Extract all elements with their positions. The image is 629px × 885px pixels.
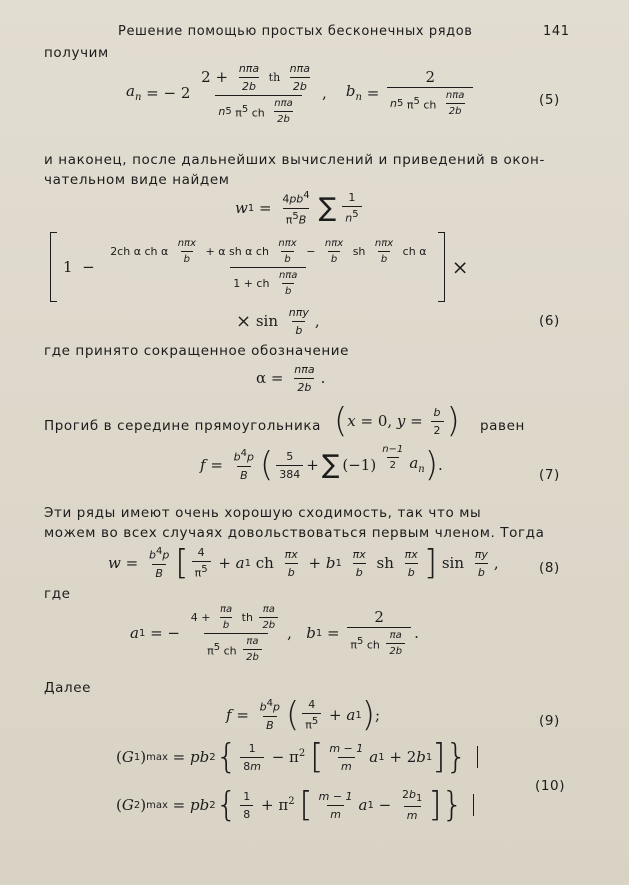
equation-bracket-term: 1 − 2ch α ch α $\frac{\text{nπx}}{b}$ + α sh α ch $\frac{\text{nπx}}{b}$ − $\frac{\text{nπx}}{b}$ sh $\frac{\text{nπx}}{b}$ ch α 1 + ch $\frac{\text{nπa}}{b}$ × <box>50 232 469 302</box>
eq-num-5: (5) <box>539 92 560 108</box>
page-number: 141 <box>543 24 570 39</box>
paragraph-5-line-2: можем во всех случаях довольствоваться первым членом. Тогда <box>44 525 545 541</box>
equation-alpha: α = $\frac{\text{nπa}}{2b}$ . <box>256 363 326 394</box>
equation-sine-factor: × sin $\frac{\text{nπy}}{b}$ , <box>236 306 320 337</box>
eq-num-9: (9) <box>539 713 560 729</box>
equation-5: $a_n$ = − 2 2 + $\frac{\text{nπa}}{2b}$ th $\frac{\text{nπa}}{2b}$ n 5 $\pi^5$ ch $\frac{\text{nπa}}{2b}$ , $b_n$ = 2 n 5 $\pi^5$ ch $\frac{\text{nπa}}{2b}$ <box>126 62 476 125</box>
inline-center-point: ( x = 0, y = $\frac{b}{2}$ ) <box>334 401 460 441</box>
equation-8: w = $\frac{b^4p}{B}$ [ $\frac{4}{\pi^5}$ + a 1 ch $\frac{\pi x}{b}$ + b 1 $\frac{\pi x}{b}$ sh $\frac{\pi x}{b}$ ] sin $\frac{\pi y}{b}$ , <box>108 543 499 583</box>
paragraph-6: где <box>44 586 71 602</box>
paragraph-4-end: равен <box>480 418 525 434</box>
equation-9: f = $\frac{b^4p}{B}$ ( $\frac{4}{\pi^5}$ + a 1 ) ; <box>226 695 381 735</box>
paragraph-3: где принято сокращенное обозначение <box>44 343 350 359</box>
equation-w1: w 1 = $\frac{4pb^4}{\pi^5B}$ ∑ $\frac{1}{n^5}$ <box>235 190 365 226</box>
eq-num-8: (8) <box>539 560 560 576</box>
paragraph-5-line-1: Эти ряды имеют очень хорошую сходимость, так что мы <box>44 505 482 521</box>
equation-7: f = $\frac{b^4p}{B}$ ( $\frac{5}{384}$ + ∑ (−1) $\frac{n-1}{2}$ $a_n$ ) . <box>200 444 443 485</box>
paragraph-7: Далее <box>44 680 92 696</box>
eq-num-10: (10) <box>535 778 566 794</box>
eq-num-7: (7) <box>539 467 560 483</box>
paragraph-4: Прогиб в середине прямоугольника <box>44 418 321 434</box>
eq-num-6: (6) <box>539 313 560 329</box>
running-title: Решение помощью простых бесконечных рядов <box>118 24 473 39</box>
equation-10-line-1: ( G 1 ) max = pb 2 { $\frac{1}{8m}$ − $\pi^2$ [ $\frac{m - 1}{m}$ a 1 + 2 b 1 ] } <box>116 740 488 774</box>
paragraph-2-line-2: чательном виде найдем <box>44 172 230 188</box>
equation-10-line-2: ( G 2 ) max = pb 2 { $\frac{1}{8}$ + $\pi^2$ [ $\frac{m - 1}{m}$ a 1 − $\frac{2b_1}{m}$ ] } <box>116 788 484 822</box>
paragraph-1: получим <box>44 45 109 61</box>
paragraph-2-line-1: и наконец, после дальнейших вычислений и приведений в окон- <box>44 152 545 168</box>
equation-a1-b1: a 1 = − 4 + $\frac{\pi a}{b}$ th $\frac{\pi a}{2b}$ $\pi^5$ ch $\frac{\pi a}{2b}$ , b 1 = 2 $\pi^5$ ch $\frac{\pi a}{2b}$ . <box>130 604 419 663</box>
